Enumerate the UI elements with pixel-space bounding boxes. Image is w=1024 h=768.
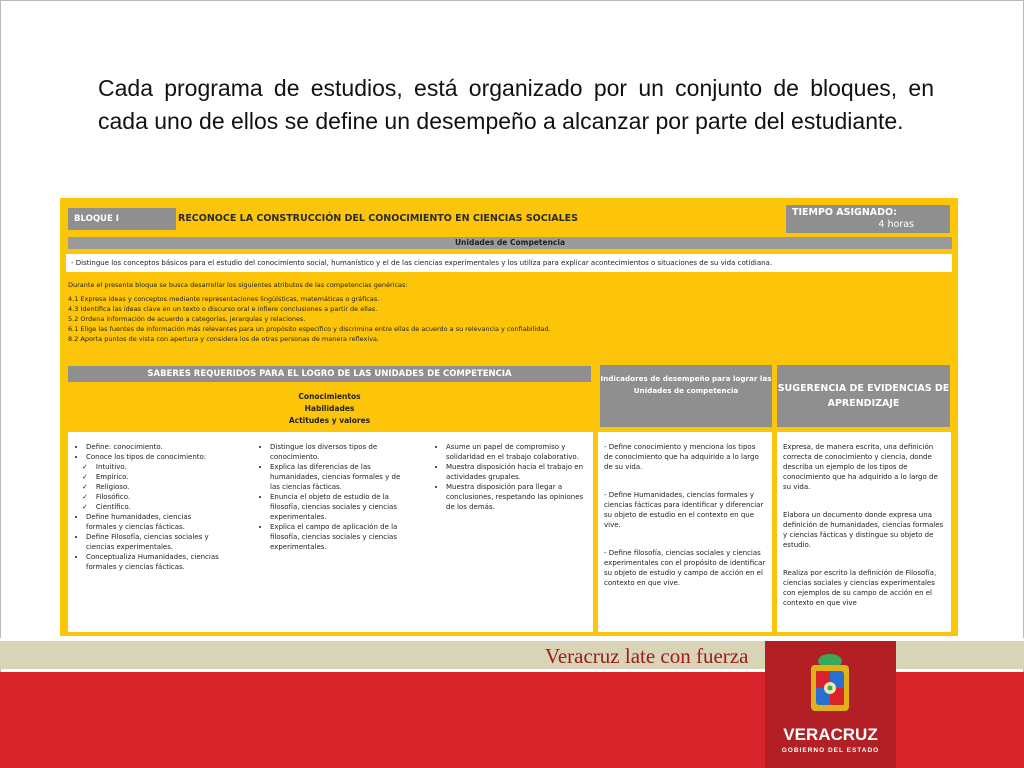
list-item: • Muestra disposición para llegar a conclusiones, respetando las opiniones de los demás.: [446, 482, 584, 512]
logo-name: VERACRUZ: [783, 725, 878, 744]
attributes-list: [68, 280, 648, 344]
actitudes-column: [434, 442, 584, 512]
conocimientos-label: Conocimientos: [298, 392, 361, 401]
check-item: ✓ Religioso.: [74, 482, 224, 492]
evidencia-item: Elabora un documento donde expresa una definición de humanidades, ciencias formales y ciencias fácticas y distingue su objeto de estudio.: [783, 511, 944, 549]
evidencias-content: [777, 432, 951, 632]
unidad-text: - Distingue los conceptos básicos para el estudio del conocimiento social, humanístico y el de las ciencias experimentales y los utiliza para explicar acontecimientos o situaciones de su vida cotidiana.: [66, 254, 952, 272]
logo-subtitle: GOBIERNO DEL ESTADO: [781, 747, 880, 754]
indicador-item: - Define Humanidades, ciencias formales y ciencias fácticas para identificar y diferenciar su objeto de estudio en el contexto en que vive.: [604, 491, 764, 529]
bloque-label: BLOQUE I: [68, 208, 176, 230]
check-item: ✓ Filosófico.: [74, 492, 224, 502]
attribute-item: 4.1 Expresa ideas y conceptos mediante representaciones lingüísticas, matemáticas o gráficas.: [68, 295, 380, 303]
indicador-item: - Define conocimiento y menciona los tipos de conocimiento que ha adquirido a lo largo de su vida.: [604, 443, 759, 471]
attribute-item: 5.2 Ordena información de acuerdo a categorías, jerarquías y relaciones.: [68, 315, 306, 323]
unidades-header: Unidades de Competencia: [68, 237, 952, 249]
indicadores-header: Indicadores de desempeño para lograr las Unidades de competencia: [600, 365, 772, 427]
habilidades-label: Habilidades: [304, 404, 355, 413]
program-table: [60, 198, 958, 636]
actitudes-label: Actitudes y valores: [288, 416, 371, 425]
saberes-subheaders: [68, 391, 591, 427]
footer-slogan: Veracruz late con fuerza: [545, 644, 749, 668]
list-item: • Explica las diferencias de las humanidades, ciencias formales y de las ciencias fácticas.: [270, 462, 408, 492]
habilidades-column: [258, 442, 408, 552]
indicadores-content: [598, 432, 772, 632]
conocimientos-column: [74, 442, 224, 572]
list-item: • Explica el campo de aplicación de la filosofía, ciencias sociales y ciencias experimentales.: [270, 522, 408, 552]
saberes-header: SABERES REQUERIDOS PARA EL LOGRO DE LAS UNIDADES DE COMPETENCIA: [68, 366, 591, 382]
list-item: • Asume un papel de compromiso y solidaridad en el trabajo colaborativo.: [446, 442, 584, 462]
coat-of-arms-icon: [805, 651, 855, 719]
tiempo-value: 4 horas: [878, 219, 914, 230]
intro-paragraph: Cada programa de estudios, está organizado por un conjunto de bloques, en cada uno de ellos se define un desempeño a alcanzar por parte del estudiante.: [98, 75, 934, 134]
evidencia-item: Expresa, de manera escrita, una definición correcta de conocimiento y ciencia, donde describa un ejemplo de los tipos de conocimiento que ha adquirido a lo largo de su vida.: [783, 443, 938, 491]
attributes-intro: Durante el presente bloque se busca desarrollar los siguientes atributos de las competencias genéricas:: [68, 281, 408, 289]
list-item: • Define: conocimiento.: [86, 442, 224, 452]
list-item: • Conceptualiza Humanidades, ciencias formales y ciencias fácticas.: [86, 552, 224, 572]
attribute-item: 4.3 Identifica las ideas clave en un texto o discurso oral e infiere conclusiones a partir de ellas.: [68, 305, 378, 313]
attribute-item: 6.1 Elige las fuentes de información más relevantes para un propósito específico y discrimina entre ellas de acuerdo a su relevancia y confiabilidad.: [68, 325, 551, 333]
veracruz-logo: [765, 641, 896, 768]
check-item: ✓ Intuitivo.: [74, 462, 224, 472]
tiempo-box: [786, 205, 950, 233]
sugerencia-header: SUGERENCIA DE EVIDENCIAS DE APRENDIZAJE: [777, 365, 950, 427]
list-item: • Define humanidades, ciencias formales y ciencias fácticas.: [86, 512, 224, 532]
indicador-item: - Define filosofía, ciencias sociales y ciencias experimentales con el propósito de identificar su objeto de estudio y campo de acción en el contexto en que vive.: [604, 549, 766, 587]
bloque-title: RECONOCE LA CONSTRUCCIÓN DEL CONOCIMIENTO EN CIENCIAS SOCIALES: [178, 213, 578, 224]
tiempo-label: TIEMPO ASIGNADO:: [792, 207, 897, 218]
list-item: • Muestra disposición hacia el trabajo en actividades grupales.: [446, 462, 584, 482]
list-item: • Conoce los tipos de conocimiento:: [86, 452, 224, 462]
list-item: • Enuncia el objeto de estudio de la filosofía, ciencias sociales y ciencias experimentales.: [270, 492, 408, 522]
list-item: • Define Filosofía, ciencias sociales y ciencias experimentales.: [86, 532, 224, 552]
check-item: ✓ Empírico.: [74, 472, 224, 482]
saberes-content: [68, 432, 593, 632]
evidencia-item: Realiza por escrito la definición de Filosofía, ciencias sociales y ciencias experimentales con ejemplos de su campo de acción en el contexto en que vive: [783, 569, 937, 607]
attribute-item: 8.2 Aporta puntos de vista con apertura y considera los de otras personas de manera reflexiva.: [68, 335, 380, 343]
check-item: ✓ Científico.: [74, 502, 224, 512]
list-item: • Distingue los diversos tipos de conocimiento.: [270, 442, 408, 462]
